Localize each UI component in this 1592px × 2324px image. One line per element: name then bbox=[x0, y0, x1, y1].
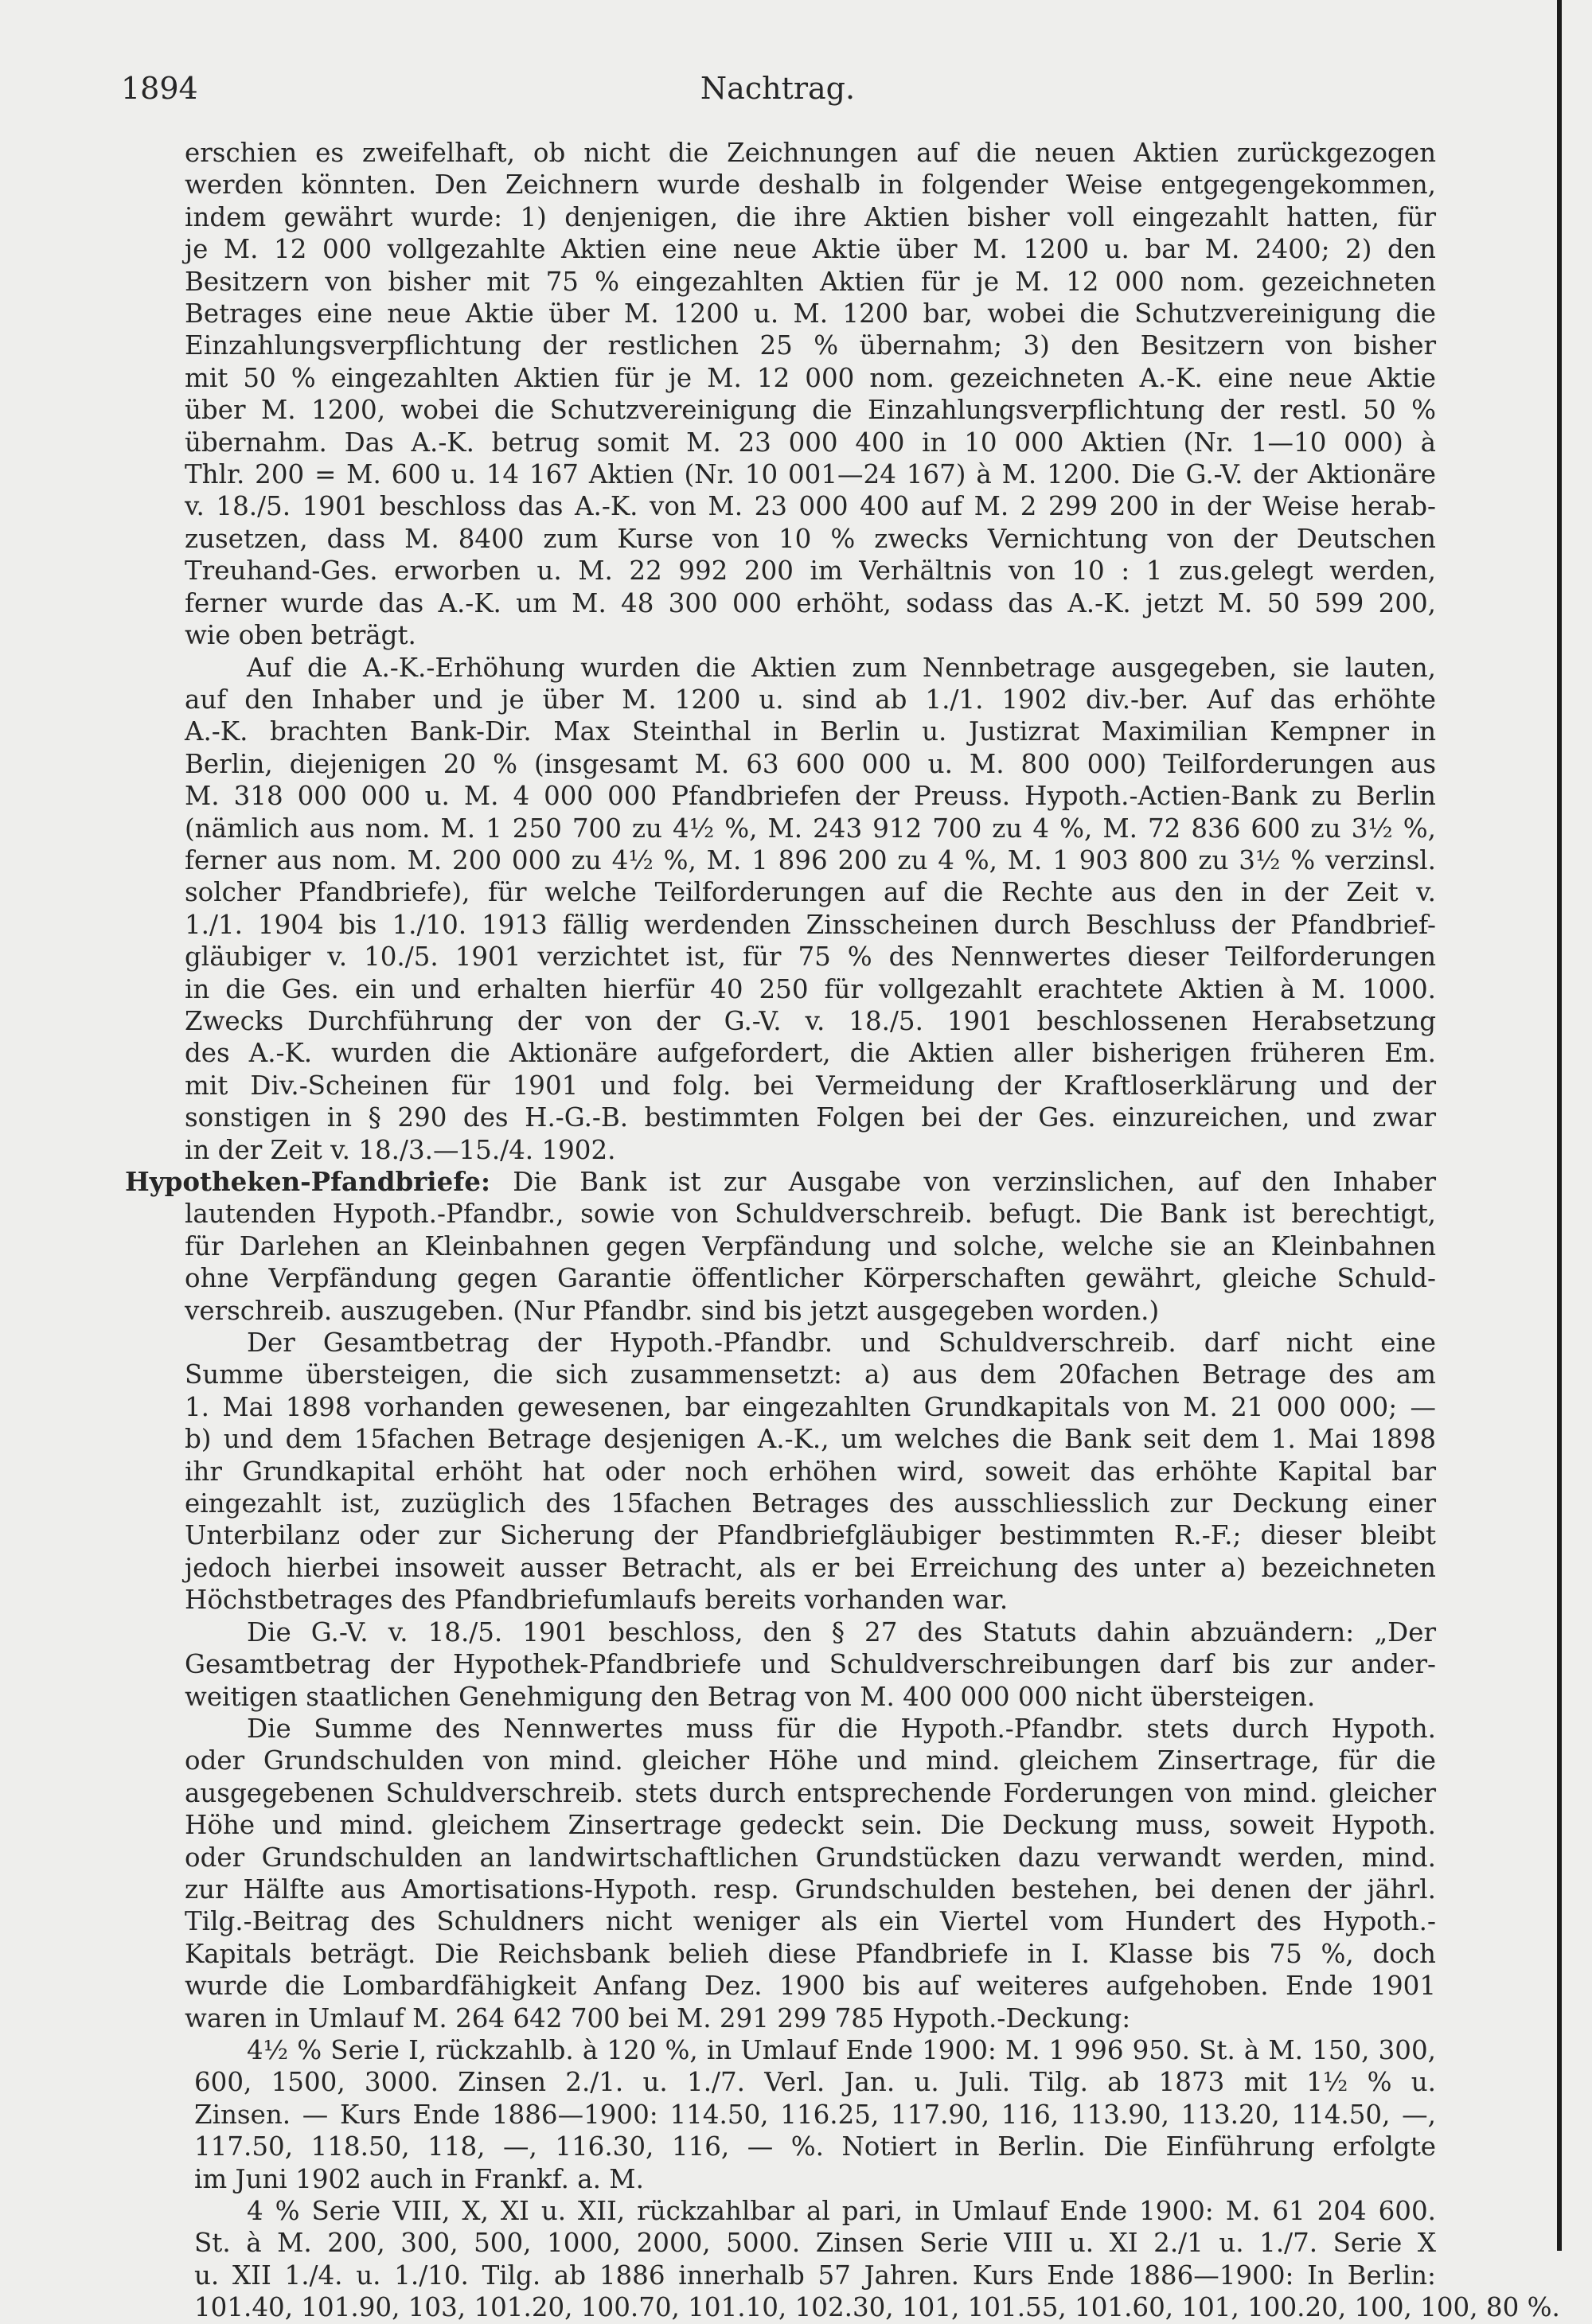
text-line: ohne Verpfändung gegen Garantie öffentlicher Körperschaften gewährt, gleiche Schuld- bbox=[185, 1263, 1436, 1294]
scan-edge bbox=[1557, 0, 1562, 2251]
text-line: wie oben beträgt. bbox=[185, 620, 416, 651]
text-line: solcher Pfandbriefe), für welche Teilforderungen auf die Rechte aus den in der Zeit v. bbox=[185, 877, 1436, 908]
text-line: indem gewährt wurde: 1) denjenigen, die ihre Aktien bisher voll eingezahlt hatten, für bbox=[185, 201, 1436, 232]
text-line: weitigen staatlichen Genehmigung den Betrag von M. 400 000 000 nicht übersteigen. bbox=[185, 1681, 1316, 1712]
text-line: oder Grundschulden an landwirtschaftlichen Grundstücken dazu verwandt werden, mind. bbox=[185, 1842, 1436, 1873]
text-line: über M. 1200, wobei die Schutzvereinigung die Einzahlungsverpflichtung der restl. 50 % bbox=[185, 395, 1436, 426]
text-line: oder Grundschulden von mind. gleicher Höhe und mind. gleichem Zinsertrage, für die bbox=[185, 1745, 1436, 1776]
text-line: je M. 12 000 vollgezahlte Aktien eine neue Aktie über M. 1200 u. bar M. 2400; 2) den bbox=[185, 234, 1436, 265]
text-line: Zinsen. — Kurs Ende 1886—1900: 114.50, 116.25, 117.90, 116, 113.90, 113.20, 114.50, —, bbox=[194, 2099, 1436, 2130]
text-line: Treuhand-Ges. erworben u. M. 22 992 200 im Verhältnis von 10 : 1 zus.gelegt werden, bbox=[185, 556, 1436, 587]
text-line: eingezahlt ist, zuzüglich des 15fachen Betrages des ausschliesslich zur Deckung einer bbox=[185, 1488, 1436, 1519]
text-line: u. XII 1./4. u. 1./10. Tilg. ab 1886 innerhalb 57 Jahren. Kurs Ende 1886—1900: In Berlin: bbox=[194, 2260, 1436, 2291]
text-line: zur Hälfte aus Amortisations-Hypoth. resp. Grundschulden bestehen, bei denen der jährl. bbox=[185, 1874, 1436, 1905]
text-line: ferner wurde das A.-K. um M. 48 300 000 erhöht, sodass das A.-K. jetzt M. 50 599 200, bbox=[185, 587, 1436, 618]
text-line: Kapitals beträgt. Die Reichsbank belieh diese Pfandbriefe in I. Klasse bis 75 %, doch bbox=[185, 1938, 1436, 1969]
running-title: Nachtrag. bbox=[700, 71, 856, 106]
text-line: sonstigen in § 290 des H.-G.-B. bestimmten Folgen bei der Ges. einzureichen, und zwar bbox=[185, 1102, 1436, 1133]
text-line: verschreib. auszugeben. (Nur Pfandbr. sind bis jetzt ausgegeben worden.) bbox=[185, 1295, 1160, 1326]
text-line: 1. Mai 1898 vorhanden gewesenen, bar eingezahlten Grundkapitals von M. 21 000 000; — bbox=[185, 1391, 1436, 1422]
text-line: lautenden Hypoth.-Pfandbr., sowie von Schuldverschreib. befugt. Die Bank ist berechtigt, bbox=[185, 1199, 1436, 1230]
text-line: erschien es zweifelhaft, ob nicht die Zeichnungen auf die neuen Aktien zurückgezogen bbox=[185, 138, 1436, 168]
text-line: (nämlich aus nom. M. 1 250 700 zu 4½ %, M. 243 912 700 zu 4 %, M. 72 836 600 zu 3½ %, bbox=[185, 813, 1436, 844]
text-line: 1./1. 1904 bis 1./10. 1913 fällig werdenden Zinsscheinen durch Beschluss der Pfandbrief- bbox=[185, 909, 1436, 940]
text-line: auf den Inhaber und je über M. 1200 u. sind ab 1./1. 1902 div.-ber. Auf das erhöhte bbox=[185, 684, 1436, 715]
text-line: wurde die Lombardfähigkeit Anfang Dez. 1900 bis auf weiteres aufgehoben. Ende 1901 bbox=[185, 1971, 1436, 2002]
text-line: 117.50, 118.50, 118, —, 116.30, 116, — %. Notiert in Berlin. Die Einführung erfolgte bbox=[194, 2131, 1436, 2162]
page-number: 1894 bbox=[121, 71, 198, 106]
text-line: Berlin, diejenigen 20 % (insgesamt M. 63 600 000 u. M. 800 000) Teilforderungen aus bbox=[185, 748, 1436, 779]
text-line: Auf die A.-K.-Erhöhung wurden die Aktien zum Nennbetrage ausgegeben, sie lauten, bbox=[247, 652, 1436, 683]
text-line: werden könnten. Den Zeichnern wurde deshalb in folgender Weise entgegengekommen, bbox=[185, 170, 1436, 201]
text-line: gläubiger v. 10./5. 1901 verzichtet ist, für 75 % des Nennwertes dieser Teilforderungen bbox=[185, 942, 1436, 973]
text-line: Summe übersteigen, die sich zusammensetzt: a) aus dem 20fachen Betrage des am bbox=[185, 1359, 1436, 1390]
text-line: Gesamtbetrag der Hypothek-Pfandbriefe und Schuldverschreibungen darf bis zur ander- bbox=[185, 1649, 1436, 1680]
page-header bbox=[121, 67, 1434, 110]
text-line: zusetzen, dass M. 8400 zum Kurse von 10 % zwecks Vernichtung von der Deutschen bbox=[185, 523, 1436, 554]
text-line: waren in Umlauf M. 264 642 700 bei M. 291 299 785 Hypoth.-Deckung: bbox=[185, 2002, 1131, 2034]
text-line bbox=[125, 1166, 1436, 1198]
section-intro: Die Bank ist zur Ausgabe von verzinslichen, auf den Inhaber bbox=[490, 1167, 1436, 1197]
text-line: ihr Grundkapital erhöht hat oder noch erhöhen wird, soweit das erhöhte Kapital bar bbox=[185, 1456, 1436, 1487]
text-line: im Juni 1902 auch in Frankf. a. M. bbox=[194, 2163, 644, 2194]
text-line: jedoch hierbei insoweit ausser Betracht, als er bei Erreichung des unter a) bezeichneten bbox=[185, 1552, 1436, 1583]
body-text bbox=[125, 137, 1560, 2324]
text-line: mit 50 % eingezahlten Aktien für je M. 12 000 nom. gezeichneten A.-K. eine neue Aktie bbox=[185, 362, 1436, 393]
text-line: v. 18./5. 1901 beschloss das A.-K. von M. 23 000 400 auf M. 2 299 200 in der Weise herab- bbox=[185, 491, 1436, 522]
text-line: Tilg.-Beitrag des Schuldners nicht weniger als ein Viertel vom Hundert des Hypoth.- bbox=[185, 1906, 1436, 1937]
text-line: in der Zeit v. 18./3.—15./4. 1902. bbox=[185, 1134, 616, 1165]
text-line: 600, 1500, 3000. Zinsen 2./1. u. 1./7. Verl. Jan. u. Juli. Tilg. ab 1873 mit 1½ % u. bbox=[194, 2067, 1436, 2098]
text-line: Höchstbetrages des Pfandbriefumlaufs bereits vorhanden war. bbox=[185, 1585, 1009, 1616]
text-line: 101.40, 101.90, 103, 101.20, 100.70, 101.10, 102.30, 101, 101.55, 101.60, 101, 100.20, 100, 100, 80 %. bbox=[194, 2292, 1560, 2323]
text-line: 4½ % Serie I, rückzahlb. à 120 %, in Umlauf Ende 1900: M. 1 996 950. St. à M. 150, 300, bbox=[247, 2034, 1436, 2065]
text-line: Besitzern von bisher mit 75 % eingezahlten Aktien für je M. 12 000 nom. gezeichneten bbox=[185, 266, 1436, 297]
text-line: in die Ges. ein und erhalten hierfür 40 250 für vollgezahlt erachtete Aktien à M. 1000. bbox=[185, 973, 1436, 1004]
text-line: Einzahlungsverpflichtung der restlichen 25 % übernahm; 3) den Besitzern von bisher bbox=[185, 330, 1436, 361]
text-line: mit Div.-Scheinen für 1901 und folg. bei Vermeidung der Kraftloserklärung und der bbox=[185, 1070, 1436, 1101]
text-line: Der Gesamtbetrag der Hypoth.-Pfandbr. und Schuldverschreib. darf nicht eine bbox=[247, 1328, 1436, 1359]
text-line: Höhe und mind. gleichem Zinsertrage gedeckt sein. Die Deckung muss, soweit Hypoth. bbox=[185, 1810, 1436, 1841]
text-line: übernahm. Das A.-K. betrug somit M. 23 000 400 in 10 000 Aktien (Nr. 1—10 000) à bbox=[185, 427, 1436, 458]
text-line: 4 % Serie VIII, X, XI u. XII, rückzahlbar al pari, in Umlauf Ende 1900: M. 61 204 600. bbox=[247, 2196, 1436, 2226]
text-line: St. à M. 200, 300, 500, 1000, 2000, 5000. Zinsen Serie VIII u. XI 2./1 u. 1./7. Serie X bbox=[194, 2228, 1436, 2259]
text-line: ferner aus nom. M. 200 000 zu 4½ %, M. 1 896 200 zu 4 %, M. 1 903 800 zu 3½ % verzinsl. bbox=[185, 844, 1436, 875]
text-line: A.-K. brachten Bank-Dir. Max Steinthal in Berlin u. Justizrat Maximilian Kempner in bbox=[185, 716, 1436, 747]
text-line: Thlr. 200 = M. 600 u. 14 167 Aktien (Nr. 10 001—24 167) à M. 1200. Die G.-V. der Aktionäre bbox=[185, 459, 1436, 490]
text-line: Betrages eine neue Aktie über M. 1200 u. M. 1200 bar, wobei die Schutzvereinigung die bbox=[185, 298, 1436, 329]
text-line: M. 318 000 000 u. M. 4 000 000 Pfandbriefen der Preuss. Hypoth.-Actien-Bank zu Berlin bbox=[185, 781, 1436, 812]
text-line: Unterbilanz oder zur Sicherung der Pfandbriefgläubiger bestimmten R.-F.; dieser bleibt bbox=[185, 1520, 1436, 1551]
text-line: für Darlehen an Kleinbahnen gegen Verpfändung und solche, welche sie an Kleinbahnen bbox=[185, 1230, 1436, 1261]
text-line: Die G.-V. v. 18./5. 1901 beschloss, den § 27 des Statuts dahin abzuändern: „Der bbox=[247, 1616, 1436, 1647]
text-line: Zwecks Durchführung der von der G.-V. v. 18./5. 1901 beschlossenen Herabsetzung bbox=[185, 1005, 1436, 1036]
text-line: des A.-K. wurden die Aktionäre aufgefordert, die Aktien aller bisherigen früheren Em. bbox=[185, 1038, 1436, 1069]
text-line: Die Summe des Nennwertes muss für die Hypoth.-Pfandbr. stets durch Hypoth. bbox=[247, 1713, 1436, 1744]
section-heading: Hypotheken-Pfandbriefe: bbox=[125, 1166, 490, 1197]
text-line: ausgegebenen Schuldverschreib. stets durch entsprechende Forderungen von mind. gleicher bbox=[185, 1777, 1436, 1808]
text-line: b) und dem 15fachen Betrage desjenigen A.-K., um welches die Bank seit dem 1. Mai 1898 bbox=[185, 1424, 1436, 1455]
